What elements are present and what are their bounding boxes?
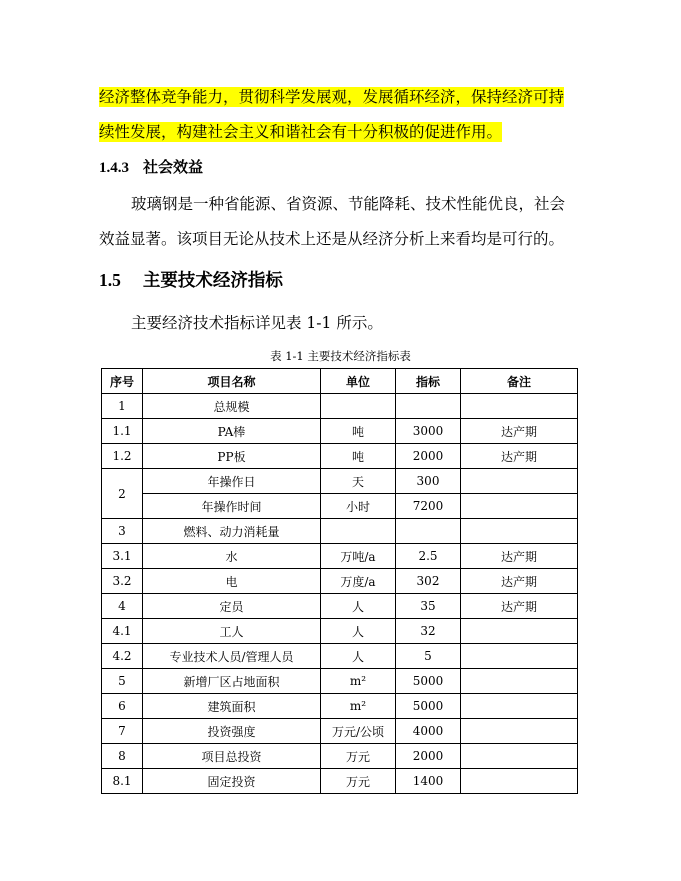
- table-cell: 达产期: [461, 544, 578, 569]
- section-title: 社会效益: [143, 158, 204, 176]
- table-cell: 万吨/a: [321, 544, 396, 569]
- table-cell: [461, 644, 578, 669]
- table-cell: 达产期: [461, 419, 578, 444]
- table-cell: 4: [102, 594, 143, 619]
- table-cell: [461, 669, 578, 694]
- table-cell: 电: [143, 569, 321, 594]
- table-cell: 专业技术人员/管理人员: [143, 644, 321, 669]
- table-cell: 7: [102, 719, 143, 744]
- table-row: [102, 669, 578, 694]
- table-cell: m²: [321, 694, 396, 719]
- table-cell: 5000: [396, 694, 461, 719]
- table-cell: 3: [102, 519, 143, 544]
- table-cell: 5000: [396, 669, 461, 694]
- table-cell: 300: [396, 469, 461, 494]
- header-cell: 项目名称: [143, 369, 321, 394]
- table-cell: 302: [396, 569, 461, 594]
- table-cell: 万度/a: [321, 569, 396, 594]
- section-title: 主要技术经济指标: [142, 271, 283, 291]
- table-cell: 人: [321, 644, 396, 669]
- table-cell: [461, 494, 578, 519]
- table-cell: [396, 519, 461, 544]
- table-row: [102, 494, 578, 519]
- header-cell: 指标: [396, 369, 461, 394]
- table-cell: [461, 619, 578, 644]
- table-cell: 吨: [321, 419, 396, 444]
- table-cell: 万元/公顷: [321, 719, 396, 744]
- table-row: [102, 394, 578, 419]
- table-cell-merged: 2: [102, 469, 143, 519]
- table-cell: 5: [396, 644, 461, 669]
- highlighted-text-line-1: 经济整体竞争能力，贯彻科学发展观，发展循环经济，保持经济可持: [99, 88, 565, 106]
- table-cell: 新增厂区占地面积: [143, 669, 321, 694]
- header-cell: 备注: [461, 369, 578, 394]
- section-number: 1.4.3: [99, 160, 129, 176]
- table-cell: 2000: [396, 744, 461, 769]
- table-cell: PP板: [143, 444, 321, 469]
- table-cell: [461, 469, 578, 494]
- table-cell: 1: [102, 394, 143, 419]
- table-cell: 1400: [396, 769, 461, 794]
- table-cell: 1.1: [102, 419, 143, 444]
- table-cell: 水: [143, 544, 321, 569]
- table-cell: 天: [321, 469, 396, 494]
- header-cell: 序号: [102, 369, 143, 394]
- table-cell: 2000: [396, 444, 461, 469]
- paragraph-line-2: 效益显著。该项目无论从技术上还是从经济分析上来看均是可行的。: [99, 230, 565, 248]
- table-cell: [396, 394, 461, 419]
- highlighted-text-line-2: 续性发展，构建社会主义和谐社会有十分积极的促进作用。: [99, 123, 503, 141]
- table-cell: 燃料、动力消耗量: [143, 519, 321, 544]
- table-cell: 建筑面积: [143, 694, 321, 719]
- paragraph-line-1: 玻璃钢是一种省能源、省资源、节能降耗、技术性能优良，社会: [131, 195, 566, 213]
- table-cell: 人: [321, 619, 396, 644]
- table-row: [102, 544, 578, 569]
- table-row: [102, 594, 578, 619]
- table-cell: 2.5: [396, 544, 461, 569]
- table-cell: PA棒: [143, 419, 321, 444]
- table-cell: 3.2: [102, 569, 143, 594]
- table-cell: 小时: [321, 494, 396, 519]
- table-cell: [461, 694, 578, 719]
- section-heading-1-4-3: [99, 156, 203, 177]
- table-cell: [461, 394, 578, 419]
- table-cell: 达产期: [461, 444, 578, 469]
- table-cell: 8.1: [102, 769, 143, 794]
- table-cell: 4.1: [102, 619, 143, 644]
- table-cell: m²: [321, 669, 396, 694]
- table-cell: 固定投资: [143, 769, 321, 794]
- spec-table: [101, 368, 578, 794]
- table-caption: 表 1-1 主要技术经济指标表: [270, 349, 411, 363]
- table-row: [102, 419, 578, 444]
- table-cell: [321, 519, 396, 544]
- table-cell: 7200: [396, 494, 461, 519]
- table-row: [102, 569, 578, 594]
- table-row: [102, 644, 578, 669]
- table-cell: 年操作时间: [143, 494, 321, 519]
- table-cell: [461, 744, 578, 769]
- table-cell: 万元: [321, 769, 396, 794]
- table-cell: 定员: [143, 594, 321, 619]
- table-header-row: [102, 369, 578, 394]
- table-cell: 万元: [321, 744, 396, 769]
- table-cell: 32: [396, 619, 461, 644]
- table-cell: 总规模: [143, 394, 321, 419]
- table-cell: [461, 769, 578, 794]
- table-intro-text: 主要经济技术指标详见表 1-1 所示。: [131, 314, 383, 332]
- table-row: [102, 444, 578, 469]
- table-cell: 6: [102, 694, 143, 719]
- table-row: [102, 744, 578, 769]
- table-cell: [461, 719, 578, 744]
- table-row: [102, 619, 578, 644]
- table-cell: 人: [321, 594, 396, 619]
- table-row: [102, 769, 578, 794]
- table-row: [102, 694, 578, 719]
- table-cell: 吨: [321, 444, 396, 469]
- table-cell: 8: [102, 744, 143, 769]
- table-cell: 工人: [143, 619, 321, 644]
- table-cell: 35: [396, 594, 461, 619]
- table-row: [102, 519, 578, 544]
- table-cell: 4000: [396, 719, 461, 744]
- table-cell: 5: [102, 669, 143, 694]
- table-cell: 投资强度: [143, 719, 321, 744]
- table-cell: 1.2: [102, 444, 143, 469]
- table-cell: 达产期: [461, 569, 578, 594]
- table-cell: [321, 394, 396, 419]
- table-cell: 3.1: [102, 544, 143, 569]
- section-number: 1.5: [99, 270, 121, 290]
- section-heading-1-5: [99, 267, 283, 292]
- table-cell: [461, 519, 578, 544]
- header-cell: 单位: [321, 369, 396, 394]
- table-cell: 项目总投资: [143, 744, 321, 769]
- table-row: [102, 719, 578, 744]
- table-cell: 3000: [396, 419, 461, 444]
- table-cell: 达产期: [461, 594, 578, 619]
- table-row: [102, 469, 578, 494]
- table-cell: 年操作日: [143, 469, 321, 494]
- table-cell: 4.2: [102, 644, 143, 669]
